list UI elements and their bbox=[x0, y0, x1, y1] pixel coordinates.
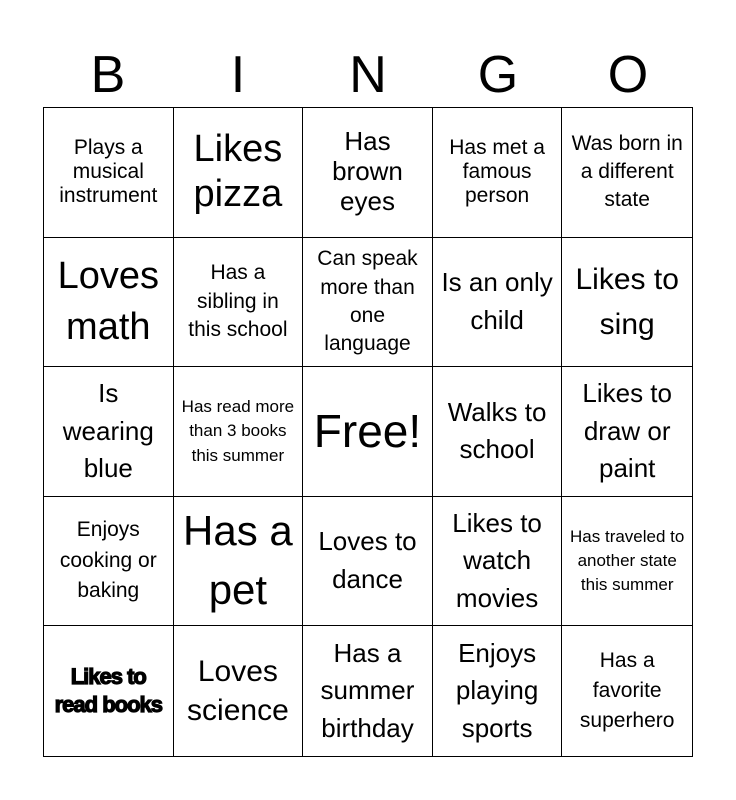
bingo-header bbox=[43, 42, 693, 108]
bingo-cell[interactable]: Loves math bbox=[44, 238, 174, 368]
bingo-cell[interactable]: Loves to dance bbox=[303, 497, 433, 627]
bingo-cell[interactable]: Has a summer birthday bbox=[303, 626, 433, 756]
bingo-cell[interactable]: Plays a musical instrument bbox=[44, 108, 174, 238]
bingo-cell[interactable]: Has brown eyes bbox=[303, 108, 433, 238]
bingo-cell[interactable]: Loves science bbox=[174, 626, 304, 756]
bingo-cell[interactable]: Has a sibling in this school bbox=[174, 238, 304, 368]
bingo-cell[interactable]: Can speak more than one language bbox=[303, 238, 433, 368]
bingo-cell[interactable]: Has met a famous person bbox=[433, 108, 563, 238]
bingo-cell[interactable]: Likes to sing bbox=[562, 238, 692, 368]
free-space[interactable]: Free! bbox=[303, 367, 433, 497]
bingo-cell[interactable]: Walks to school bbox=[433, 367, 563, 497]
bingo-cell[interactable]: Enjoys cooking or baking bbox=[44, 497, 174, 627]
bingo-cell[interactable]: Likes to watch movies bbox=[433, 497, 563, 627]
bingo-cell[interactable]: Is an only child bbox=[433, 238, 563, 368]
bingo-board bbox=[43, 107, 693, 757]
bingo-cell[interactable]: Has read more than 3 books this summer bbox=[174, 367, 304, 497]
header-letter-i: I bbox=[230, 46, 246, 104]
bingo-cell[interactable]: Has traveled to another state this summer bbox=[562, 497, 692, 627]
bingo-cell[interactable]: Likes pizza bbox=[174, 108, 304, 238]
header-letter-n: N bbox=[349, 46, 387, 104]
bingo-cell[interactable]: Enjoys playing sports bbox=[433, 626, 563, 756]
header-letter-g: G bbox=[477, 46, 519, 104]
header-letter-o: O bbox=[607, 46, 649, 104]
bingo-cell[interactable]: Has a favorite superhero bbox=[579, 648, 675, 733]
bingo-cell[interactable]: Has a pet bbox=[174, 497, 304, 627]
bingo-cell[interactable]: Likes to read books bbox=[44, 626, 174, 756]
bingo-cell[interactable]: Is wearing blue bbox=[44, 367, 174, 497]
bingo-cell[interactable]: Was born in a different state bbox=[562, 108, 692, 238]
bingo-cell[interactable]: Likes to draw or paint bbox=[562, 367, 692, 497]
header-letter-b: B bbox=[90, 46, 126, 104]
